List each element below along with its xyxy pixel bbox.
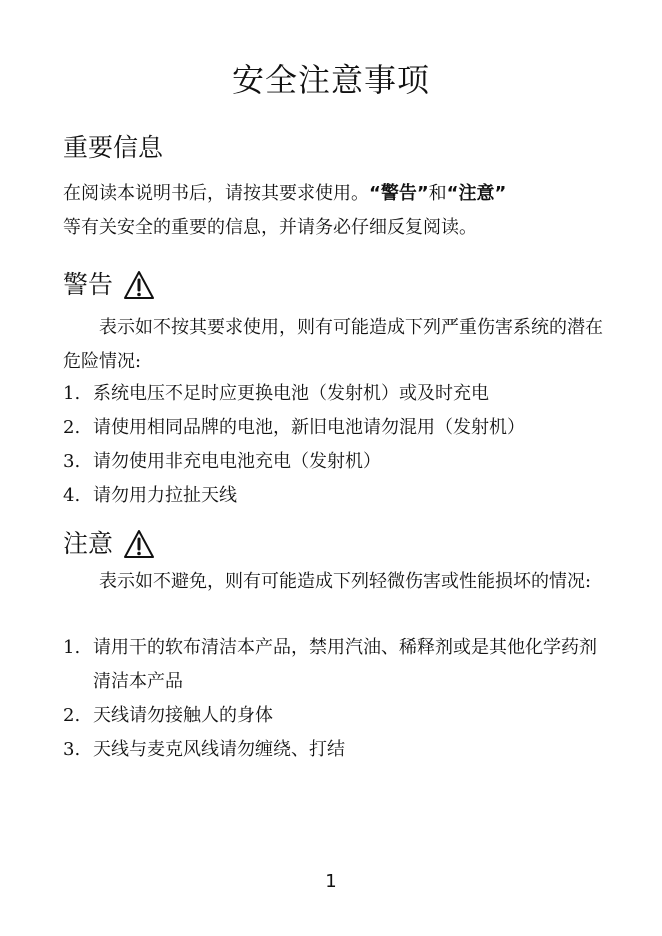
list-item — [63, 411, 603, 445]
caution-intro: 表示如不避免，则有可能造成下列轻微伤害或性能损坏的情况: — [99, 571, 592, 592]
warning-list — [63, 377, 603, 513]
warning-heading-row — [63, 268, 155, 302]
list-item-text: 请勿用力拉扯天线 — [93, 485, 237, 506]
list-item-text: 天线与麦克风线请勿缠绕、打结 — [93, 739, 345, 760]
conjunction: 和 — [428, 183, 447, 204]
warning-heading: 警告 — [63, 270, 114, 299]
list-item-number: 3. — [63, 451, 81, 472]
caution-heading-row — [63, 527, 155, 561]
page-number: 1 — [325, 871, 337, 892]
list-item-text: 天线请勿接触人的身体 — [93, 705, 273, 726]
list-item — [63, 377, 603, 411]
page-title: 安全注意事项 — [231, 61, 430, 99]
caution-term: “注意” — [446, 183, 507, 204]
list-item-text: 请勿使用非充电电池充电（发射机） — [93, 451, 381, 472]
warning-triangle-icon — [123, 529, 155, 559]
list-item-number: 1. — [63, 383, 81, 404]
warning-triangle-icon — [123, 270, 155, 300]
list-item-number: 4. — [63, 485, 81, 506]
caution-heading: 注意 — [63, 529, 114, 558]
list-item-number: 3. — [63, 739, 81, 760]
list-item-text: 系统电压不足时应更换电池（发射机）或及时充电 — [93, 383, 489, 404]
list-item-number: 1. — [63, 637, 81, 658]
list-item-number: 2. — [63, 417, 81, 438]
list-item — [63, 699, 603, 733]
warning-term: “警告” — [369, 183, 429, 204]
list-item-number: 2. — [63, 705, 81, 726]
important-text-after: 等有关安全的重要的信息，并请务必仔细反复阅读。 — [63, 217, 477, 238]
caution-list — [63, 631, 603, 767]
important-text-before: 在阅读本说明书后，请按其要求使用。 — [63, 183, 369, 204]
list-item — [63, 631, 603, 699]
list-item — [63, 479, 603, 513]
important-heading: 重要信息 — [63, 133, 164, 162]
important-paragraph — [63, 177, 603, 245]
list-item-text: 请用干的软布清洁本产品，禁用汽油、稀释剂或是其他化学药剂清洁本产品 — [93, 637, 597, 692]
warning-intro: 表示如不按其要求使用，则有可能造成下列严重伤害系统的潜在危险情况: — [63, 317, 603, 372]
list-item-text: 请使用相同品牌的电池，新旧电池请勿混用（发射机） — [93, 417, 525, 438]
list-item — [63, 445, 603, 479]
list-item — [63, 733, 603, 767]
